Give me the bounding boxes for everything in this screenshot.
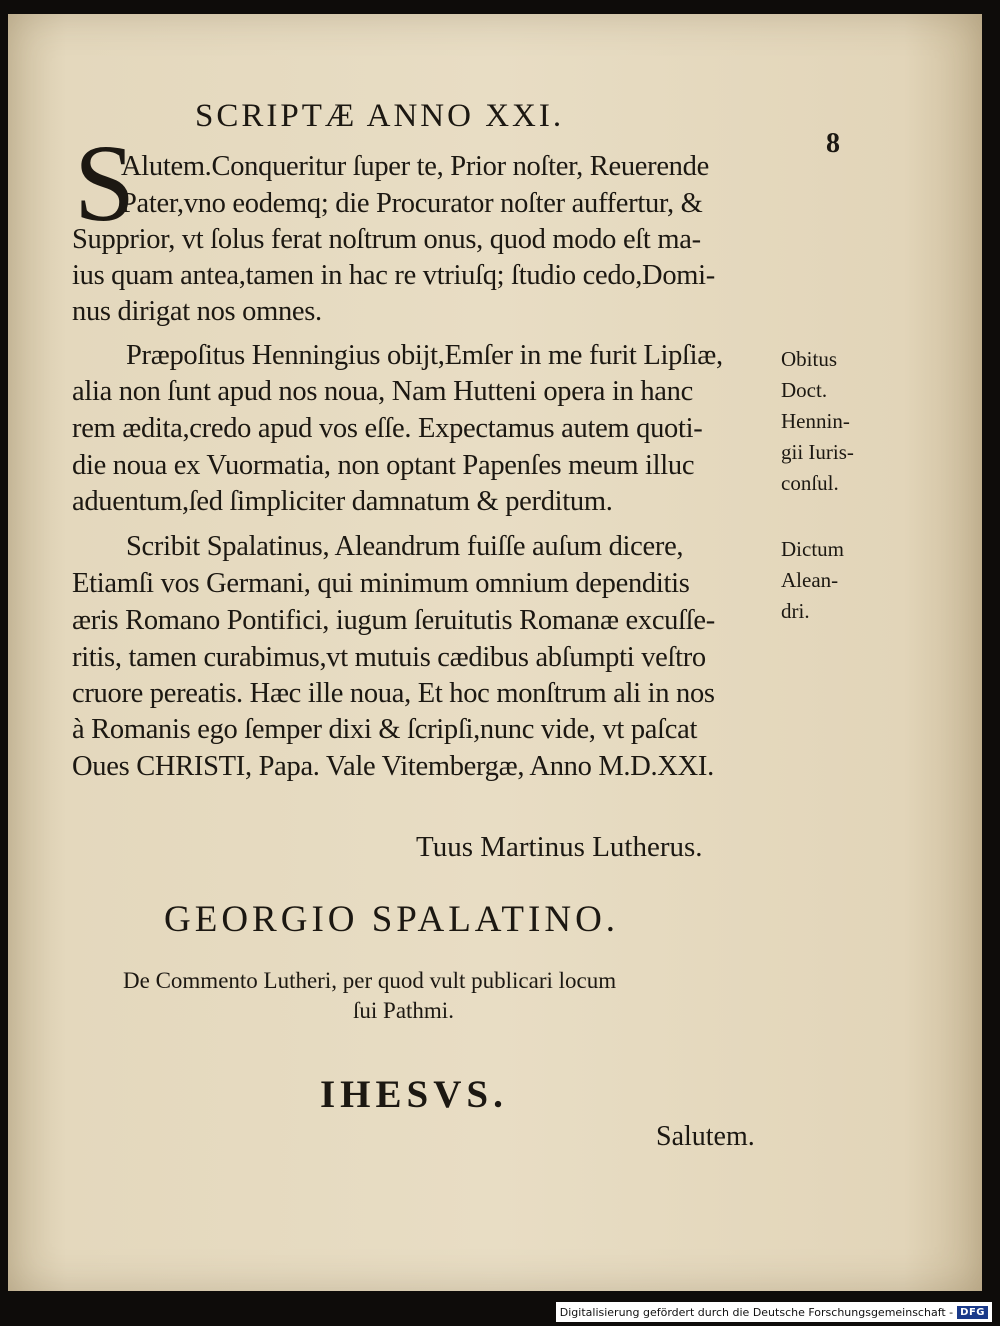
paragraph1-line: nus dirigat nos omnes.	[72, 296, 322, 327]
margin-note-line: Dictum	[781, 537, 844, 561]
letter-recipient: GEORGIO SPALATINO.	[164, 899, 620, 940]
digitization-footer	[556, 1302, 992, 1322]
dropcap: S	[74, 122, 136, 244]
letter-summary-line: De Commento Lutheri, per quod vult publicari locum	[123, 968, 617, 993]
paragraph2-line: aduentum,ſed ſimpliciter damnatum & perditum.	[72, 486, 613, 517]
margin-note-line: Obitus	[781, 347, 838, 371]
paragraph1-line: ius quam antea,tamen in hac re vtriuſq; ſtudio cedo,Domi-	[72, 260, 715, 291]
paragraph1-line: Supprior, vt ſolus ferat noſtrum onus, quod modo eſt ma-	[72, 224, 701, 255]
paragraph3-line: ritis, tamen curabimus,vt mutuis cædibus abſumpti veſtro	[72, 642, 706, 673]
salutation: Salutem.	[656, 1121, 755, 1152]
paragraph1-line: Alutem.Conqueritur ſuper te, Prior noſter, Reuerende	[121, 151, 709, 182]
paragraph1-line: Pater,vno eodemq; die Procurator noſter auffertur, &	[121, 188, 703, 219]
signature: Tuus Martinus Lutherus.	[416, 831, 703, 863]
margin-note-line: Doct.	[781, 378, 828, 402]
margin-note-line: Hennin-	[781, 409, 850, 433]
running-head: SCRIPTÆ ANNO XXI.	[195, 98, 565, 134]
paragraph3-line: Etiamſi vos Germani, qui minimum omnium dependitis	[72, 568, 690, 599]
book-page	[8, 14, 982, 1291]
paragraph3-line: cruore pereatis. Hæc ille noua, Et hoc monſtrum ali in nos	[72, 678, 715, 709]
paragraph2-line: rem ædita,credo apud vos eſſe. Expectamus autem quoti-	[72, 413, 703, 444]
margin-note-dictum	[781, 534, 844, 627]
paragraph2-line: die noua ex Vuormatia, non optant Papenſes meum illuc	[72, 450, 695, 481]
footer-text: Digitalisierung gefördert durch die Deutsche Forschungsgemeinschaft -	[559, 1305, 954, 1319]
page-number: 8	[826, 128, 840, 159]
paragraph3-line: à Romanis ego ſemper dixi & ſcripſi,nunc vide, vt paſcat	[72, 714, 698, 745]
margin-note-line: Alean-	[781, 568, 839, 592]
margin-note-line: conſul.	[781, 471, 839, 495]
invocation: IHESVS.	[320, 1073, 508, 1116]
paragraph3-line: Scribit Spalatinus, Aleandrum fuiſſe auſum dicere,	[126, 531, 684, 562]
margin-note-line: gii Iuris-	[781, 440, 854, 464]
paragraph3-line: Oues CHRISTI, Papa. Vale Vitembergæ, Anno M.D.XXI.	[72, 751, 714, 782]
margin-note-obitus	[781, 344, 854, 499]
margin-note-line: dri.	[781, 599, 810, 623]
letter-summary-line: ſui Pathmi.	[353, 998, 454, 1023]
paragraph3-line: æris Romano Pontifici, iugum ſeruitutis Romanæ excuſſe-	[72, 605, 715, 636]
dfg-logo: DFG	[957, 1306, 988, 1319]
paragraph2-line: alia non ſunt apud nos noua, Nam Hutteni opera in hanc	[72, 376, 693, 407]
paragraph2-line: Præpoſitus Henningius obijt,Emſer in me furit Lipſiæ,	[126, 340, 723, 371]
